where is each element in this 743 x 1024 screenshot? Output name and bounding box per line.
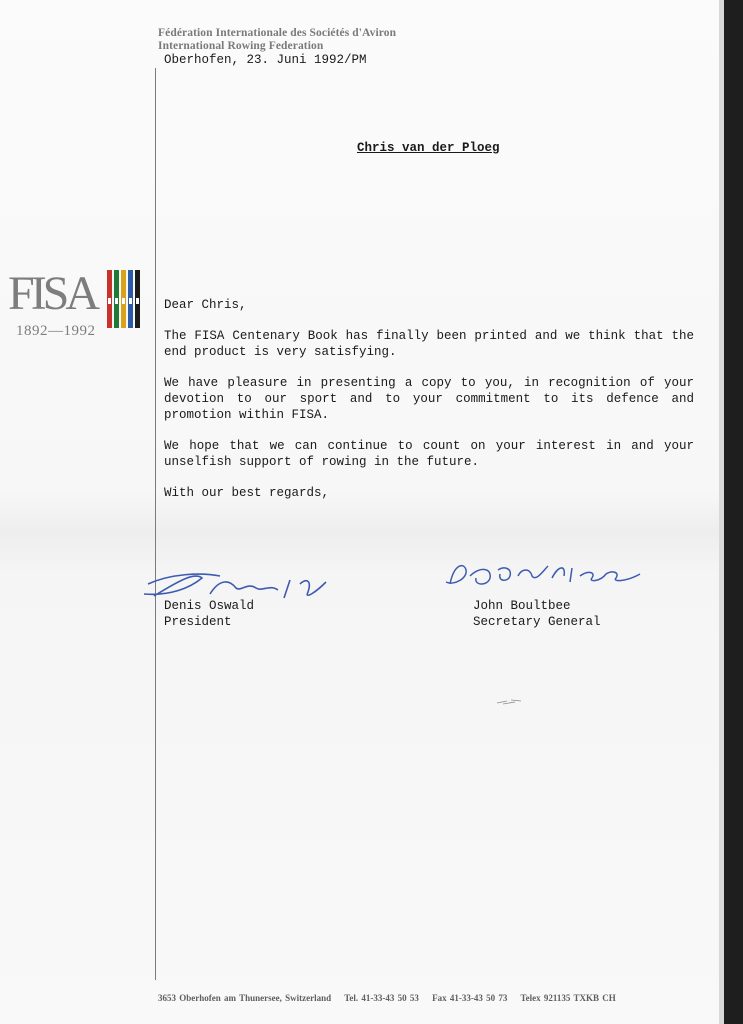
date-line: Oberhofen, 23. Juni 1992/PM	[164, 53, 367, 67]
salutation: Dear Chris,	[164, 298, 247, 312]
signatory-1-name: Denis Oswald	[164, 599, 255, 613]
letterhead-line-2: International Rowing Federation	[158, 40, 324, 52]
paragraph-2: We have pleasure in presenting a copy to you, in recognition of your devotion to our sport and to your commitment to its defence and promotion within FISA.	[164, 376, 694, 422]
footer-telex: Telex 921135 TXKB CH	[520, 993, 616, 1003]
footer-tel: Tel. 41-33-43 50 53	[344, 993, 419, 1003]
footer-address: 3653 Oberhofen am Thunersee, Switzerland	[158, 993, 332, 1003]
recipient-name: Chris van der Ploeg	[357, 141, 500, 155]
ink-smudge	[495, 698, 523, 706]
fisa-logo-years: 1892—1992	[16, 323, 96, 339]
oar-notch-3	[122, 298, 125, 304]
oar-notch-4	[129, 298, 132, 304]
footer-contact	[158, 993, 626, 1003]
closing: With our best regards,	[164, 486, 330, 500]
oar-notch-2	[115, 298, 118, 304]
signatory-2-name: John Boultbee	[473, 599, 571, 613]
letterhead-line-1: Fédération Internationale des Sociétés d'Aviron	[158, 27, 397, 39]
paragraph-3: We hope that we can continue to count on your interest in and your unselfish support of rowing in the future.	[164, 439, 694, 469]
signatory-2-title: Secretary General	[473, 615, 601, 629]
fisa-logo-wordmark: FISA	[8, 267, 97, 320]
letter-body	[164, 297, 694, 516]
oar-stripes-icon	[10, 264, 145, 344]
footer-fax: Fax 41-33-43 50 73	[432, 993, 508, 1003]
signatory-1-title: President	[164, 615, 232, 629]
paragraph-1: The FISA Centenary Book has finally been printed and we think that the end product is very satisfying.	[164, 329, 694, 359]
signature-boultbee	[440, 556, 660, 596]
oar-notch-5	[136, 298, 139, 304]
oar-notch-1	[108, 298, 111, 304]
scan-border	[724, 0, 743, 1024]
margin-rule	[155, 68, 156, 980]
